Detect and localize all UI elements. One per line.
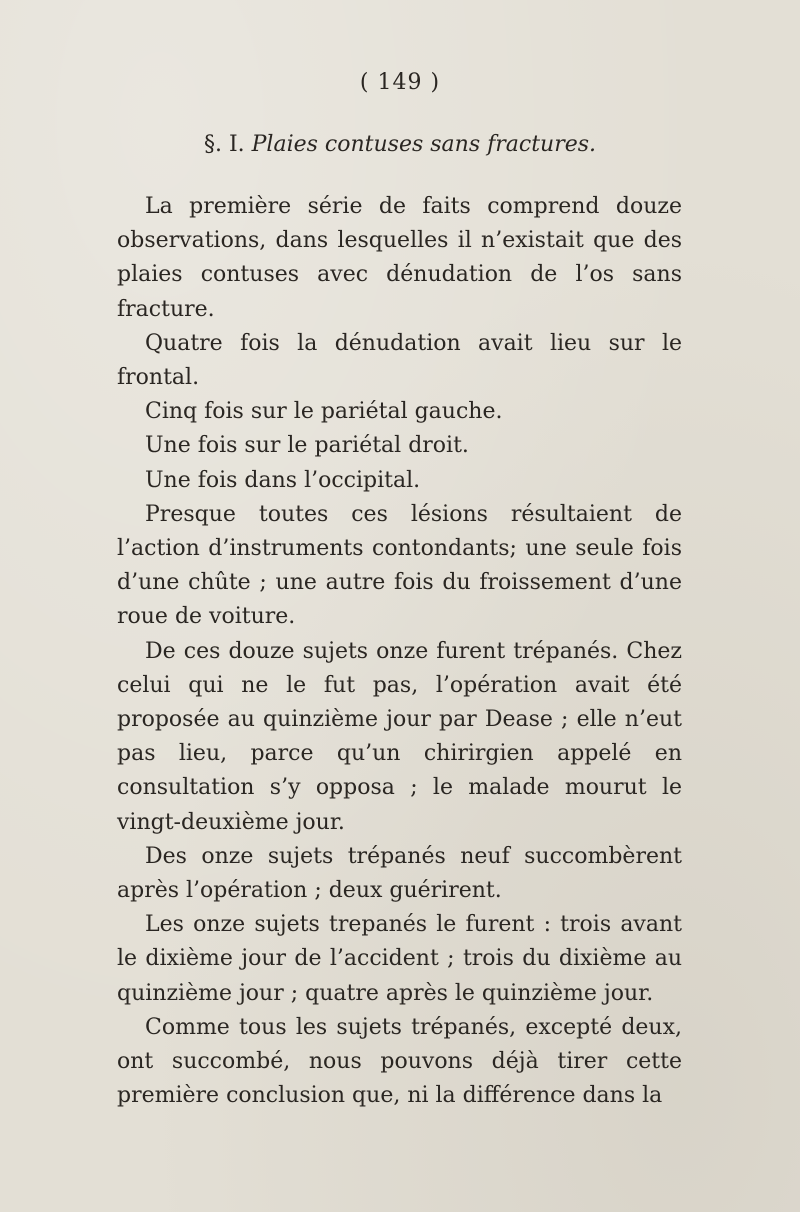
- paragraph: Les onze sujets trepanés le furent : trois avant le dixième jour de l’accident ; trois du dixième au quinzième jour ; quatre après le quinzième jour.: [117, 912, 682, 1006]
- paragraph: Cinq fois sur le pariétal gauche.: [145, 399, 503, 425]
- paragraph: Une fois dans l’occipital.: [145, 467, 421, 493]
- section-title: Plaies contuses sans fractures.: [251, 132, 597, 157]
- paragraph: De ces douze sujets onze furent trépanés. Chez celui qui ne le fut pas, l’opération avait été proposée au quinzième jour par Dease ; elle n’eut pas lieu, parce qu’un chirirgien appelé en consultation s’y opposa ; le malade mourut le vingt-deuxième jour.: [117, 638, 682, 835]
- paragraph: Comme tous les sujets trépanés, excepté deux, ont succombé, nous pouvons déjà tirer cette première conclusion que, ni la différence dans la: [117, 1014, 682, 1109]
- section-heading: [0, 132, 800, 157]
- paragraph: La première série de faits comprend douze observations, dans lesquelles il n’existait que des plaies contuses avec dénudation de l’os sans fracture.: [117, 194, 682, 322]
- page-number: ( 149 ): [359, 70, 441, 95]
- section-number: §. I.: [203, 132, 245, 157]
- paragraph: Une fois sur le pariétal droit.: [145, 433, 469, 459]
- body-text: [117, 190, 682, 1113]
- paragraph: Presque toutes ces lésions résultaient de l’action d’instruments contondants; une seule fois d’une chûte ; une autre fois du froissement d’une roue de voiture.: [117, 501, 682, 630]
- paragraph: Quatre fois la dénudation avait lieu sur le frontal.: [117, 330, 682, 391]
- paragraph: Des onze sujets trépanés neuf succombèrent après l’opération ; deux guérirent.: [117, 843, 682, 904]
